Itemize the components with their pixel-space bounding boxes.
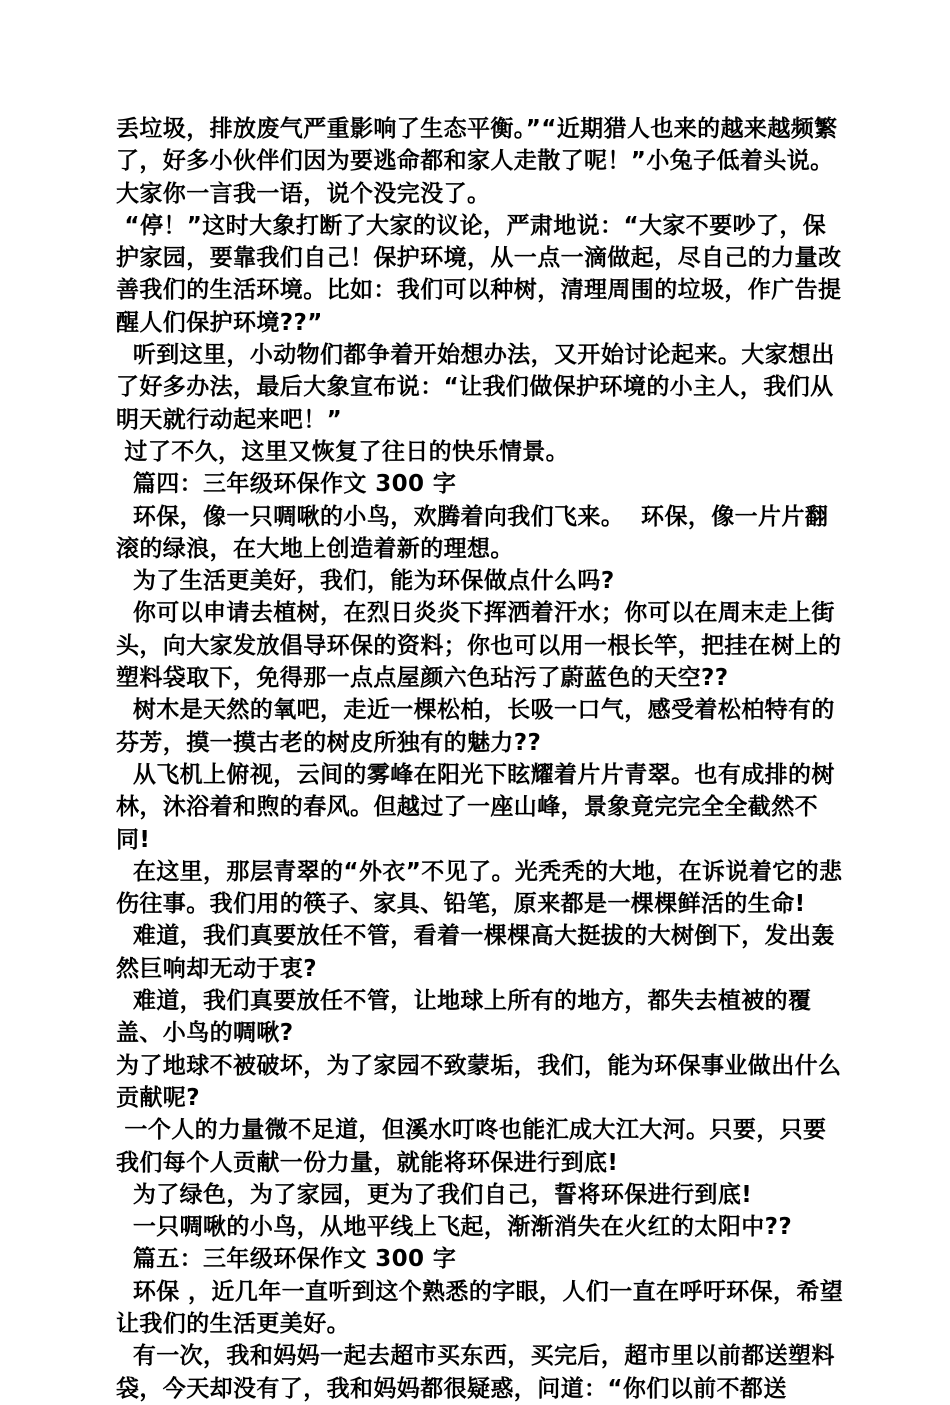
paragraph: 为了地球不被破坏，为了家园不致蒙垢，我们，能为环保事业做出什么贡献呢? xyxy=(116,1052,842,1111)
paragraph: 丢垃圾，排放废气严重影响了生态平衡。”“近期猎人也来的越来越频繁了，好多小伙伴们因为要逃命都和家人走散了呢！”小兔子低着头说。大家你一言我一语，说个没完没了。 xyxy=(116,116,838,207)
paragraph: 环保 ，近几年一直听到这个熟悉的字眼，人们一直在呼吁环保，希望让我们的生活更美好。 xyxy=(116,1278,844,1337)
paragraph: 难道，我们真要放任不管，看着一棵棵高大挺拔的大树倒下，发出轰然巨响却无动于衷? xyxy=(116,923,835,982)
paragraph: 一只啁啾的小鸟，从地平线上飞起，渐渐消失在火红的太阳中?? xyxy=(116,1214,793,1241)
paragraph: 树木是天然的氧吧，走近一棵松柏，长吸一口气，感受着松柏特有的芬芳，摸一摸古老的树皮所独有的魅力?? xyxy=(116,697,835,756)
paragraph: 过了不久，这里又恢复了往日的快乐情景。 xyxy=(116,438,570,465)
paragraph: 在这里，那层青翠的“外衣”不见了。光秃秃的大地，在诉说着它的悲伤往事。我们用的筷子、家具、铅笔，原来都是一棵棵鲜活的生命! xyxy=(116,858,843,918)
paragraph: 一个人的力量微不足道，但溪水叮咚也能汇成大江大河。只要，只要我们每个人贡献一份力量，就能将环保进行到底! xyxy=(116,1117,827,1176)
section-heading: 篇四：三年级环保作文 300 字 xyxy=(116,471,457,498)
section-heading: 篇五：三年级环保作文 300 字 xyxy=(116,1246,457,1273)
document-body xyxy=(116,113,846,1405)
paragraph: 难道，我们真要放任不管，让地球上所有的地方，都失去植被的覆盖、小鸟的啁啾? xyxy=(116,988,812,1047)
paragraph: 有一次，我和妈妈一起去超市买东西，买完后，超市里以前都送塑料袋，今天却没有了，我和妈妈都很疑惑，问道：“你们以前不都送 xyxy=(116,1343,835,1402)
paragraph: 为了生活更美好，我们，能为环保做点什么吗? xyxy=(116,568,615,595)
paragraph: 为了绿色，为了家园，更为了我们自己，誓将环保进行到底! xyxy=(116,1181,753,1208)
paragraph: 环保，像一只啁啾的小鸟，欢腾着向我们飞来。 环保，像一片片翻滚的绿浪，在大地上创造着新的理想。 xyxy=(116,503,829,562)
paragraph: 从飞机上俯视，云间的雾峰在阳光下眩耀着片片青翠。也有成排的树林，沐浴着和煦的春风。但越过了一座山峰，景象竟完完全全截然不同! xyxy=(116,761,835,853)
paragraph: 听到这里，小动物们都争着开始想办法，又开始讨论起来。大家想出了好多办法，最后大象宣布说：“让我们做保护环境的小主人，我们从明天就行动起来吧！” xyxy=(116,342,835,433)
paragraph: 你可以申请去植树，在烈日炎炎下挥洒着汗水；你可以在周末走上街头，向大家发放倡导环保的资料；你也可以用一根长竿，把挂在树上的塑料袋取下，免得那一点点屋颜六色玷污了蔚蓝色的天空?? xyxy=(116,600,842,692)
paragraph: “停！”这时大象打断了大家的议论，严肃地说：“大家不要吵了，保护家园，要靠我们自己！保护环境，从一点一滴做起，尽自己的力量改善我们的生活环境。比如：我们可以种树，清理周围的垃圾，作广告提醒人们保护环境??” xyxy=(116,212,842,336)
